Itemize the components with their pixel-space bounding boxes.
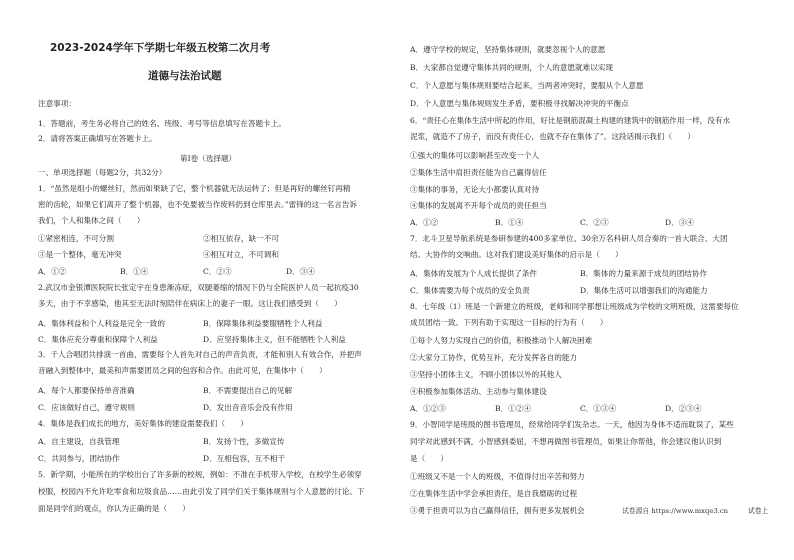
question-1-statement: ②相互依存，缺一不可 — [203, 234, 279, 243]
question-3-choice[interactable]: B．不需要提出自己的见解 — [203, 386, 293, 395]
question-2-choice[interactable]: D．应坚持集体主义，但不能牺牲个人利益 — [203, 335, 346, 344]
question-8-line: 8．七年级（1）班是一个新建立的班级，老师和同学都想让班级成为学校的文明班级，这需要每位 — [410, 302, 739, 311]
question-2-line: 2.武汉市金银潭医院院长张定宇在身患渐冻症，双腿萎缩的情况下仍与全院医护人员一起抗疫30 — [38, 283, 359, 292]
question-9-line: 同学对此感到不满，小智感到委屈，不想再做图书管理员，如果让你帮他，你会建议他认识到 — [410, 437, 722, 446]
exam-subtitle: 道德与法治试题 — [148, 70, 222, 82]
question-1-choice[interactable]: A．①② — [38, 267, 67, 276]
question-2-line: 多天，由于不幸感染，他其至无法时刻陪伴在病床上的妻子一眼。这让我们感受到（ ） — [38, 299, 342, 308]
question-1-line: 1．“虽然是组小的螺丝钉，然而如果缺了它，整个机器就无法运转了；但是再好的螺丝钉再精 — [38, 184, 351, 193]
question-5-line: 5．新学期，小能所在的学校出台了许多新的校规，例如：不准在手机带入学校，在校学生必须穿 — [38, 470, 362, 479]
question-5-line: 面是同学们的观点，你认为正确的是（ ） — [38, 504, 190, 513]
question-1-line: 我们，个人和集体之间（ ） — [38, 216, 145, 225]
notice-item: 2．请将答案正确填写在答题卡上。 — [38, 134, 157, 143]
question-2-choice[interactable]: A．集体利益和个人利益是完全一致的 — [38, 319, 165, 328]
question-6-line: 6．“责任心在集体生活中所起的作用，好比是钢筋混凝土构建的建筑中的钢筋作用一样，没有水 — [410, 116, 731, 125]
section-heading: 一、单项选择题（每题2分，共32分） — [38, 168, 167, 177]
question-5-line: 校服，校园内不允许吃零食和垃圾食品……由此引发了同学们关于集体规则与个人意愿的讨论。下 — [38, 487, 365, 496]
question-1-statement: ①紧密相连，不可分割 — [38, 234, 114, 243]
question-4-choice[interactable]: A．自主建设，自我管理 — [38, 437, 120, 446]
question-5-choice[interactable]: D．个人意愿与集体规则发生矛盾，要积极寻找解决冲突的平衡点 — [410, 99, 629, 108]
question-5-choice[interactable]: B．大家都自觉遵守集体共同的规则，个人的意愿就难以实现 — [410, 63, 614, 72]
question-1-line: 密的齿轮，如果它们离开了整个机器，也不免要被当作废料扔到仓库里去。”雷锋的这一名言告诉 — [38, 200, 358, 209]
question-7-choice[interactable]: B．集体的力量来源于成员的团结协作 — [580, 269, 708, 278]
question-5-choice[interactable]: A．遵守学校的规定，坚持集体规则，就要忽视个人的意愿 — [410, 45, 606, 54]
question-8-statement: ①每个人努力实现自己的价值，积极推动个人解决困难 — [410, 336, 593, 345]
question-9-statement: ③勇于担责可以为自己赢得信任，拥有更多发展机会 — [410, 506, 585, 515]
section-title: 第I卷（选择题） — [180, 154, 237, 163]
question-6-choice[interactable]: C．②③ — [580, 218, 609, 227]
footer-site: 试卷源自 https://www.mxqe3.cn — [622, 507, 729, 515]
question-9-statement: ①班级又不是一个人的班级，不值得付出辛苦和努力 — [410, 472, 585, 481]
question-8-choice[interactable]: B．①②④ — [495, 404, 531, 413]
question-5-choice[interactable]: C．个人意愿与集体规则要结合起来，当两者冲突时，要服从个人意愿 — [410, 81, 644, 90]
question-7-line: 结、大协作的交响曲。这对我们建设美好集体的启示是（ ） — [410, 250, 623, 259]
question-7-line: 7．北斗卫星导航系统是参研参建的400多家单位、30余万名科研人员合奏的一首大联合、大团 — [410, 234, 728, 243]
question-3-line: 3．千人合唱团共排演一首曲，需要每个人首先对自己的声音负责，才能和别人有效合作，并把声 — [38, 350, 362, 359]
question-3-choice[interactable]: A．每个人都要保持单音准确 — [38, 386, 135, 395]
question-6-choice[interactable]: A．①② — [410, 218, 439, 227]
question-6-statement: ③集体的事务，无论大小都要认真对待 — [410, 185, 540, 194]
question-8-choice[interactable]: A．①②③ — [410, 404, 446, 413]
question-8-statement: ②大家分工协作，优势互补，充分发挥各自的能力 — [410, 353, 578, 362]
question-6-statement: ①强大的集体可以影响甚至改变一个人 — [410, 151, 540, 160]
question-8-line: 成员团结一致。下列有助于实现这一目标的行为有（ ） — [410, 318, 608, 327]
question-7-choice[interactable]: D．集体生活可以增强我们的沟通能力 — [580, 286, 708, 295]
notice-heading: 注意事项： — [38, 99, 76, 108]
question-3-line: 音融入到整体中，最美和声需要团员之间的包容和合作。由此可见，在集体中（ ） — [38, 366, 327, 375]
question-4-choice[interactable]: B．发扬个性，多做宣传 — [203, 437, 285, 446]
question-8-statement: ③坚持小团体主义，不顾小团体以外的其他人 — [410, 370, 562, 379]
question-6-line: 泥浆，就造不了房子，而没有责任心，也就不存在集体了”。这段话揭示我们（ ） — [410, 132, 695, 141]
question-6-statement: ②集体生活中肩担责任能为自己赢得信任 — [410, 168, 547, 177]
question-8-statement: ④积极参加集体活动、主动参与集体建设 — [410, 387, 547, 396]
question-7-choice[interactable]: C．集体需要为每个成员的安全负责 — [410, 286, 530, 295]
question-9-line: 是（ ） — [410, 454, 448, 463]
question-1-statement: ④相互对立，不可调和 — [203, 250, 279, 259]
question-3-choice[interactable]: C．应该做好自己，遵守规则 — [38, 403, 135, 412]
notice-item: 1．答题前，考生务必将自己的姓名、班级、考号等信息填写在答题卡上。 — [38, 119, 286, 128]
exam-title: 2023-2024学年下学期七年级五校第二次月考 — [50, 42, 271, 54]
question-2-choice[interactable]: C．集体应充分尊重和保障个人利益 — [38, 335, 158, 344]
question-3-choice[interactable]: D．发出音音乐会没有作用 — [203, 403, 293, 412]
question-4-choice[interactable]: D．互相包容，互不相干 — [203, 454, 286, 463]
question-4-line: 4．集体是我们成长的地方，美好集体的建设需要我们（ ） — [38, 419, 248, 428]
question-7-choice[interactable]: A．集体的发展为个人成长提供了条件 — [410, 269, 537, 278]
question-1-choice[interactable]: B．①④ — [120, 267, 149, 276]
question-9-statement: ②在集体生活中学会承担责任，是自我磨砺的过程 — [410, 489, 578, 498]
question-6-choice[interactable]: B．①④ — [495, 218, 524, 227]
question-1-choice[interactable]: D．③④ — [286, 267, 315, 276]
question-6-choice[interactable]: D．③④ — [665, 218, 694, 227]
question-1-choice[interactable]: C．②③ — [203, 267, 232, 276]
question-2-choice[interactable]: B．保障集体利益要服牺牲个人利益 — [203, 319, 323, 328]
footer-page: 试卷上 — [748, 507, 769, 515]
question-9-line: 9．小智同学是班级的图书管理员，经常给同学们发杂志。一天，他因为身体不适而耽误了，某些 — [410, 420, 734, 429]
question-8-choice[interactable]: C．①③④ — [580, 404, 617, 413]
question-8-choice[interactable]: D．②③④ — [665, 404, 702, 413]
question-4-choice[interactable]: C．共同参与，团结协作 — [38, 454, 120, 463]
question-6-statement: ④集体的发展离不开每个成员的责任担当 — [410, 201, 547, 210]
question-1-statement: ③是一个整体，毫无冲突 — [38, 250, 122, 259]
